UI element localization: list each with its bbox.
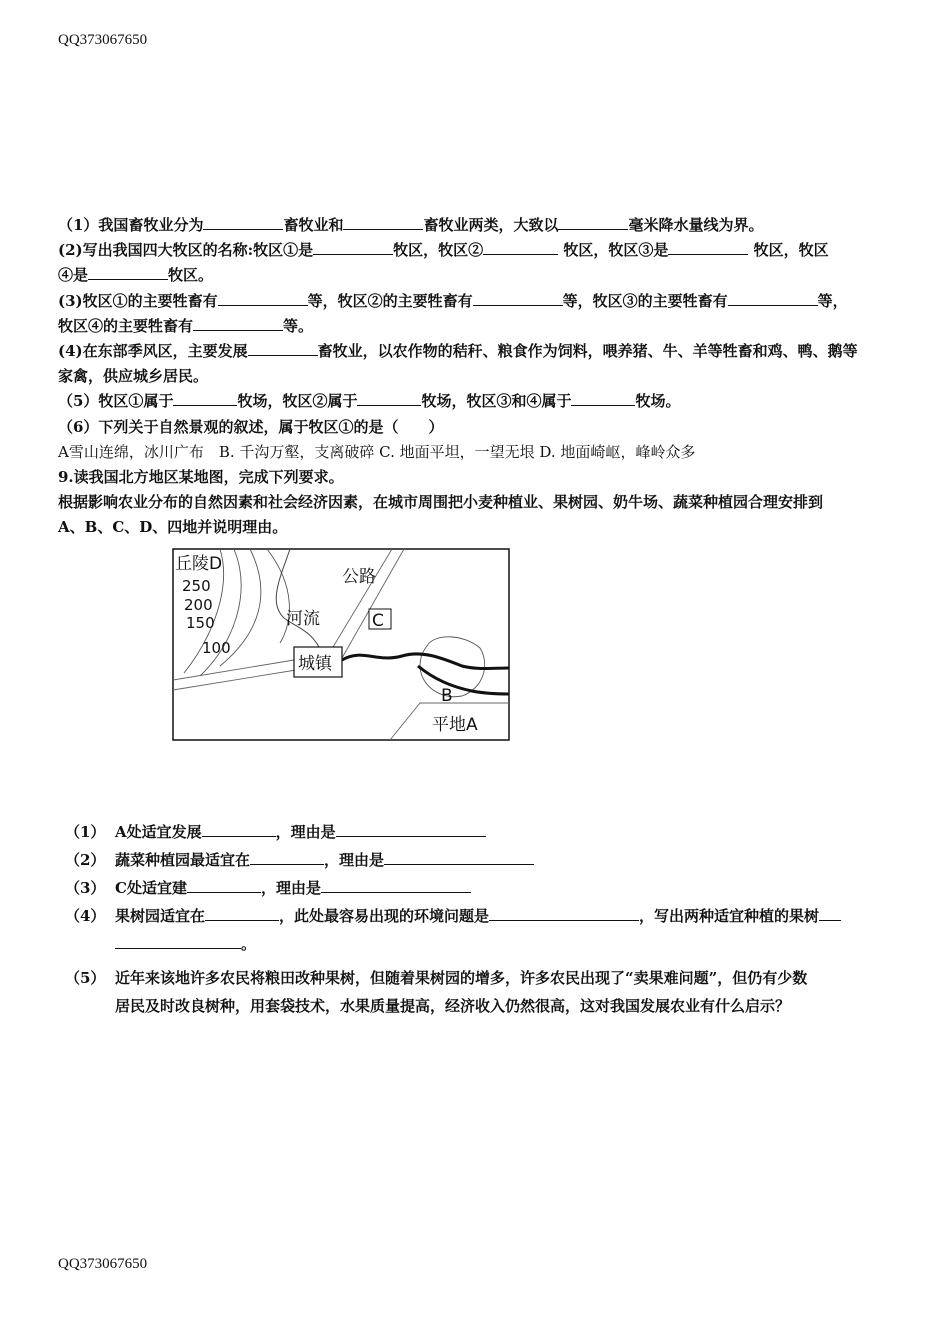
q8-line-2: (2)写出我国四大牧区的名称:牧区①是 牧区，牧区② 牧区，牧区③是 牧区，牧区: [58, 241, 829, 260]
label-river: 河流: [286, 609, 320, 629]
label-town: 城镇: [298, 654, 332, 674]
sub-question-5: （5） 近年来该地许多农民将粮田改种果树，但随着果树园的增多，许多农民出现了“卖果难问题”，但仍有少数 居民及时改良树种，用套袋技术，水果质量提高，经济收入仍然很高，这对我国发展农业有什么启示？: [65, 969, 808, 1015]
label-contour-150: 150: [186, 614, 215, 632]
sub-question-1: （1） A处适宜发展 ，理由是: [58, 818, 908, 846]
q8-line-6: (4)在东部季风区，主要发展 畜牧业，以农作物的秸秆、粮食作为饲料，喂养猪、牛、羊等牲畜和鸡、鸭、鹅等: [58, 342, 858, 361]
label-road: 公路: [342, 567, 376, 587]
region-map: [172, 548, 510, 741]
q8-line-1: （1）我国畜牧业分为 畜牧业和 畜牧业两类，大致以 毫米降水量线为界。: [58, 216, 764, 234]
q8-line-3: ④是 牧区。: [58, 266, 214, 285]
question-8: [58, 213, 908, 541]
q9-title: 9.读我国北方地区某地图，完成下列要求。: [58, 468, 344, 487]
q8-line-8: （5）牧区①属于 牧场，牧区②属于 牧场，牧区③和④属于 牧场。: [58, 392, 681, 411]
sub-question-2: （2） 蔬菜种植园最适宜在 ，理由是: [58, 846, 908, 874]
q8-line-4: (3)牧区①的主要牲畜有 等，牧区②的主要牲畜有 等，牧区③的主要牲畜有 等，: [58, 291, 848, 310]
footer-code: QQ373067650: [58, 1256, 148, 1272]
q9-intro-2: A、B、C、D、四地并说明理由。: [58, 518, 288, 537]
label-contour-200: 200: [184, 596, 213, 614]
sub-question-3: （3） C处适宜建 ，理由是: [58, 874, 908, 902]
q8-line-10: A雪山连绵，冰川广布 B. 千沟万壑，支离破碎 C. 地面平坦，一望无垠 D. 地面崎岖，峰岭众多: [58, 442, 696, 461]
q9-intro-1: 根据影响农业分布的自然因素和社会经济因素，在城市周围把小麦种植业、果树园、奶牛场、蔬菜种植园合理安排到: [58, 493, 824, 512]
sub-question-4: （4） 果树园适宜在 ，此处最容易出现的环境问题是 ，写出两种适宜种植的果树 。: [58, 902, 908, 958]
q8-line-7: 家禽，供应城乡居民。: [58, 367, 209, 386]
label-b: B: [441, 686, 453, 706]
q8-line-5: 牧区④的主要牲畜有 等。: [58, 316, 314, 335]
sub-questions: [58, 818, 908, 1020]
label-plain-a: 平地A: [432, 715, 478, 735]
label-c: C: [372, 611, 384, 631]
label-hill-d: 丘陵D: [175, 554, 223, 574]
header-code: QQ373067650: [58, 32, 148, 48]
label-contour-250: 250: [182, 577, 211, 595]
q8-line-9: （6）下列关于自然景观的叙述，属于牧区①的是（ ）: [58, 417, 444, 436]
label-contour-100: 100: [202, 639, 231, 657]
